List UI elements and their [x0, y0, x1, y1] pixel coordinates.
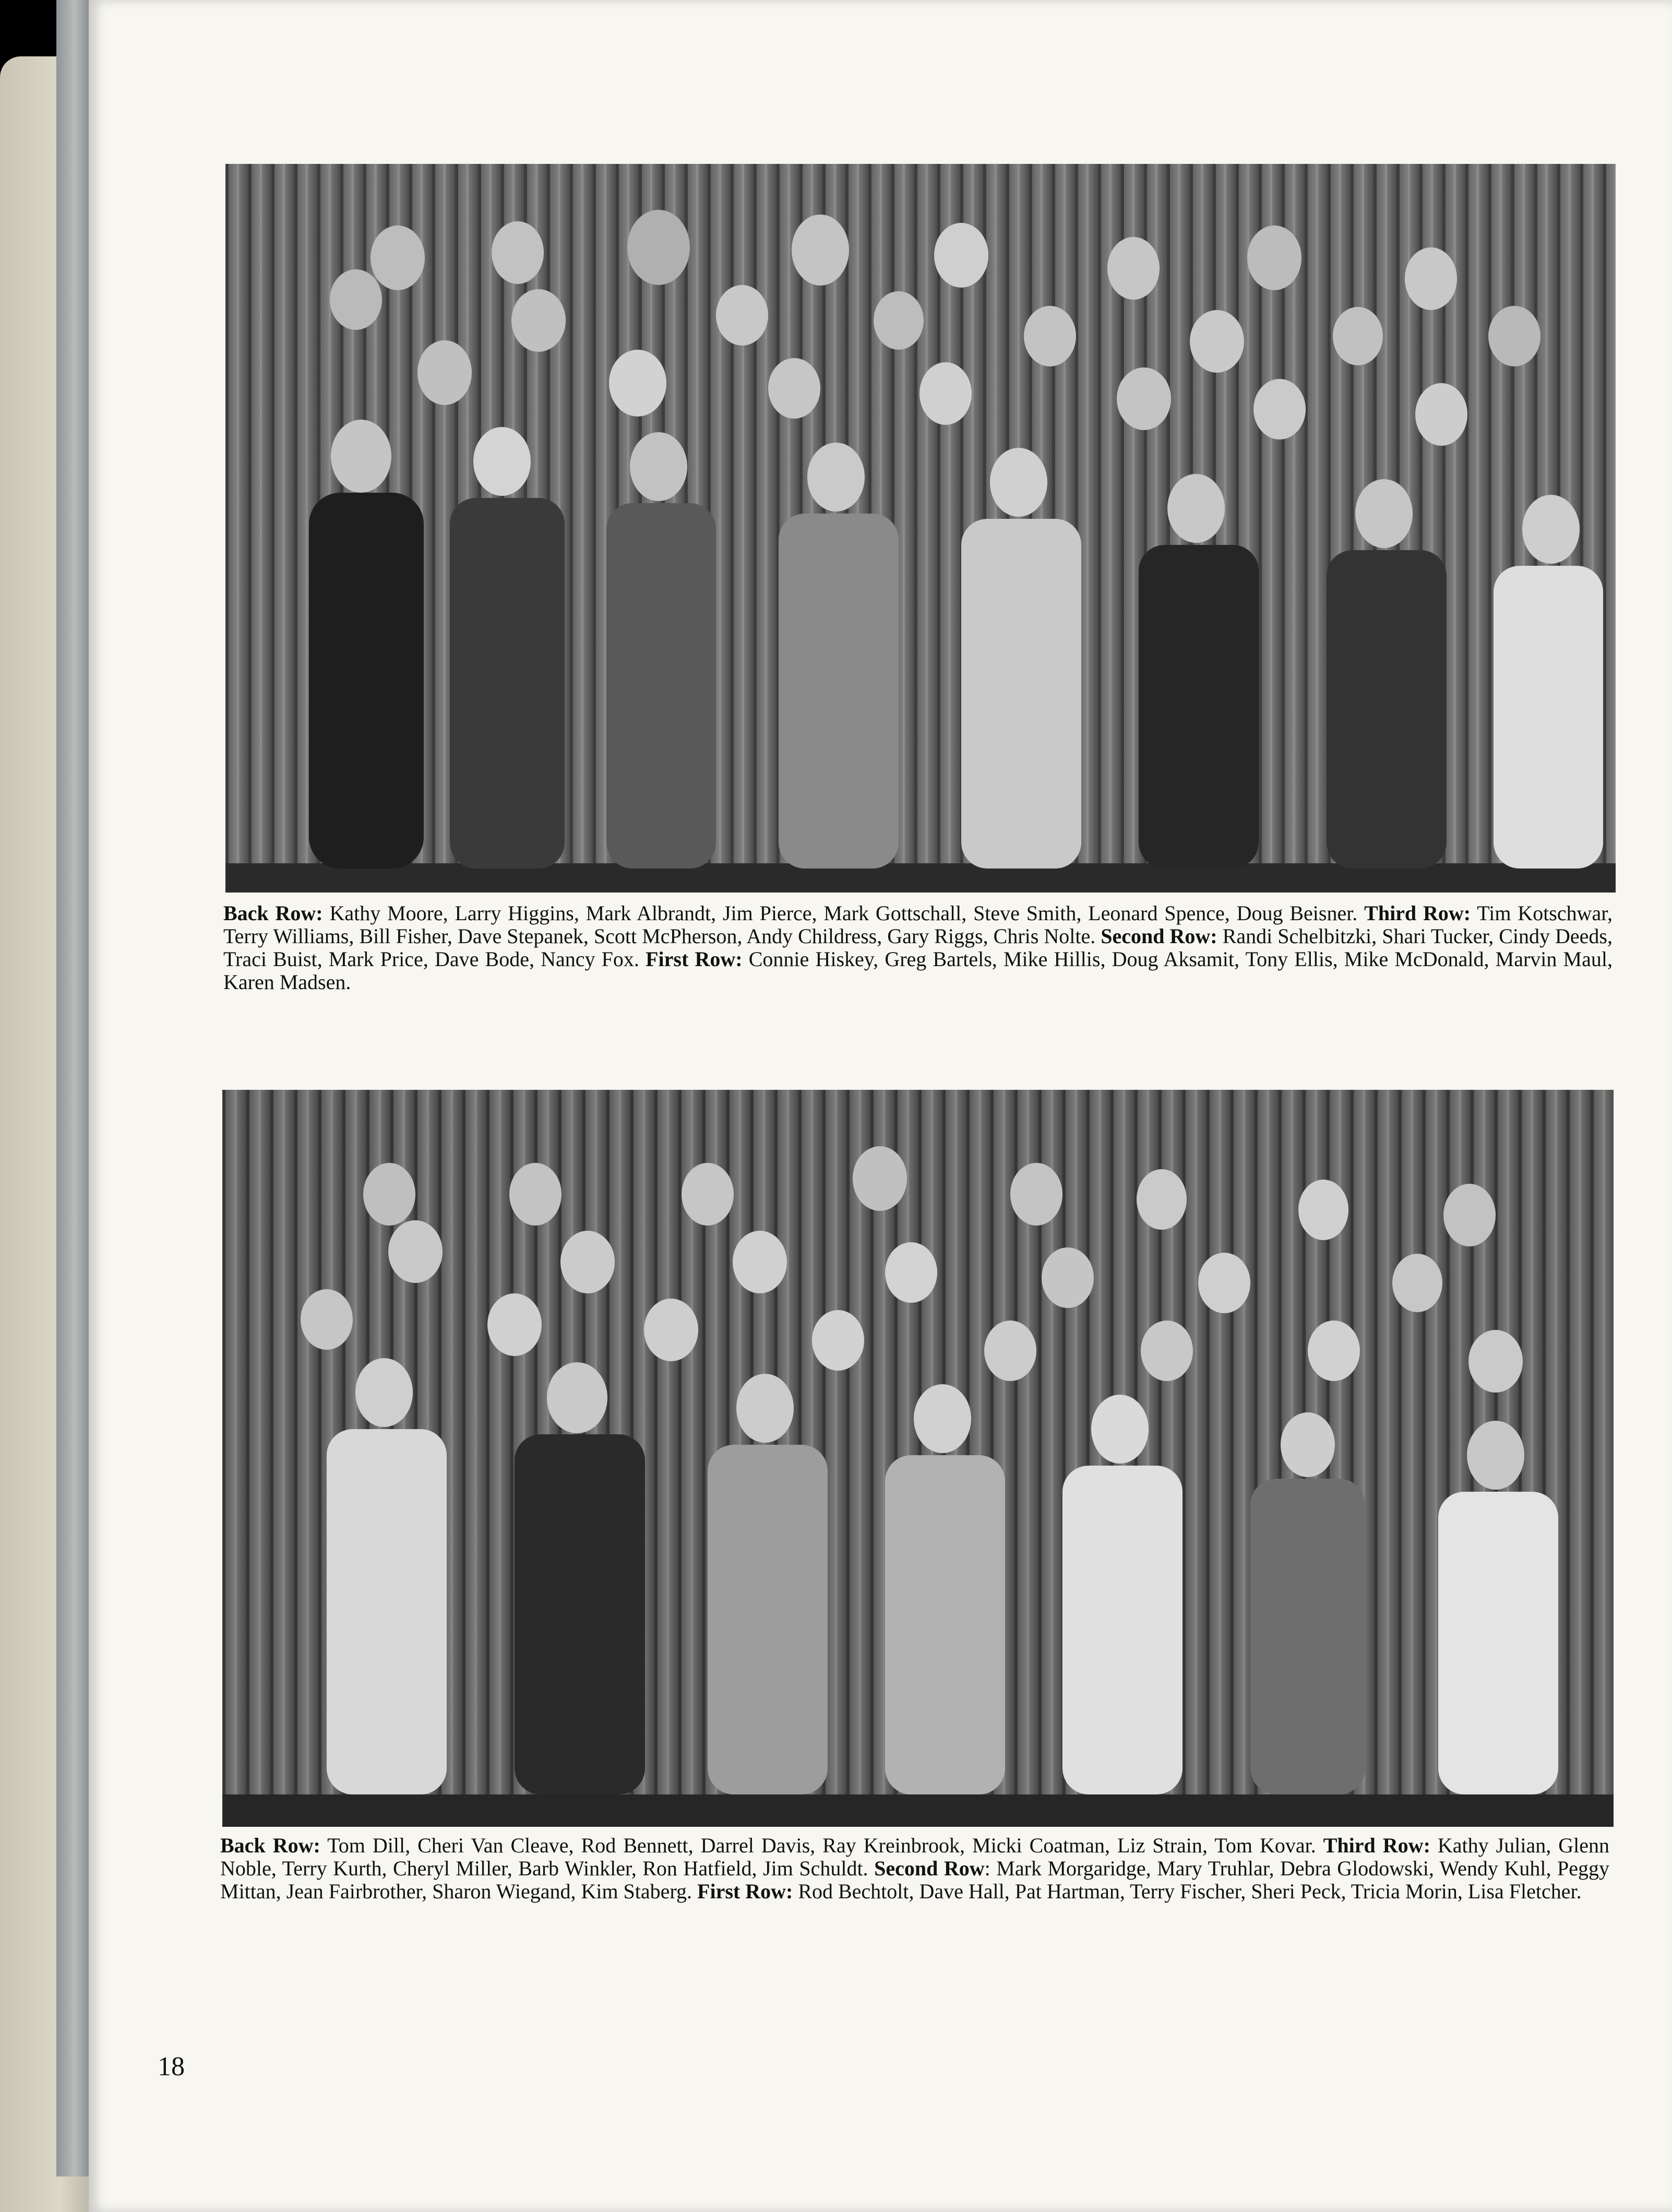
- caption-1-back-row-label: Back Row:: [223, 901, 323, 925]
- caption-1-third-row-label: Third Row:: [1364, 901, 1471, 925]
- caption-2-first-row-label: First Row:: [697, 1880, 793, 1903]
- caption-2-first-row-names: Rod Bechtolt, Dave Hall, Pat Hartman, Terry Fischer, Sheri Peck, Tricia Morin, Lisa Fletcher.: [793, 1880, 1582, 1903]
- book-spine: [56, 0, 93, 2177]
- photo-1-caption: [223, 902, 1613, 994]
- caption-1-first-row-names: Connie Hiskey, Greg Bartels, Mike Hillis, Doug Aksamit, Tony Ellis, Mike McDonald, Marvin Maul, Karen Madsen.: [223, 947, 1613, 994]
- photo-2-caption: [220, 1834, 1609, 1903]
- caption-2-back-row-label: Back Row:: [220, 1834, 320, 1857]
- caption-1-back-row-names: Kathy Moore, Larry Higgins, Mark Albrandt, Jim Pierce, Mark Gottschall, Steve Smith, Leonard Spence, Doug Beisner.: [323, 901, 1365, 925]
- group-photo-2-image: [222, 1090, 1614, 1827]
- caption-1-first-row-label: First Row:: [646, 947, 743, 971]
- caption-2-third-row-label: Third Row:: [1323, 1834, 1430, 1857]
- caption-1-second-row-names: Randi Schelbitzki, Shari Tucker, Cindy Deeds, Traci Buist, Mark Price, Dave Bode, Nancy Fox.: [223, 924, 1613, 971]
- group-photo-1-image: [225, 164, 1616, 893]
- caption-1-second-row-label: Second Row:: [1101, 924, 1217, 948]
- caption-2-third-row-names: Kathy Julian, Glenn Noble, Terry Kurth, Cheryl Miller, Barb Winkler, Ron Hatfield, Jim Schuldt.: [220, 1834, 1609, 1880]
- class-group-photo-1: [225, 164, 1616, 893]
- caption-2-back-row-names: Tom Dill, Cheri Van Cleave, Rod Bennett, Darrel Davis, Ray Kreinbrook, Micki Coatman, Liz Strain, Tom Kovar.: [320, 1834, 1323, 1857]
- class-group-photo-2: [222, 1090, 1614, 1827]
- caption-2-second-row-names: : Mark Morgaridge, Mary Truhlar, Debra Glodowski, Wendy Kuhl, Peggy Mittan, Jean Fairbrother, Sharon Wiegand, Kim Staberg.: [220, 1857, 1609, 1903]
- page-number: 18: [158, 2052, 185, 2082]
- caption-1-third-row-names: Tim Kotschwar, Terry Williams, Bill Fisher, Dave Stepanek, Scott McPherson, Andy Childress, Gary Riggs, Chris Nolte.: [223, 901, 1613, 948]
- caption-2-second-row-label: Second Row: [874, 1857, 985, 1880]
